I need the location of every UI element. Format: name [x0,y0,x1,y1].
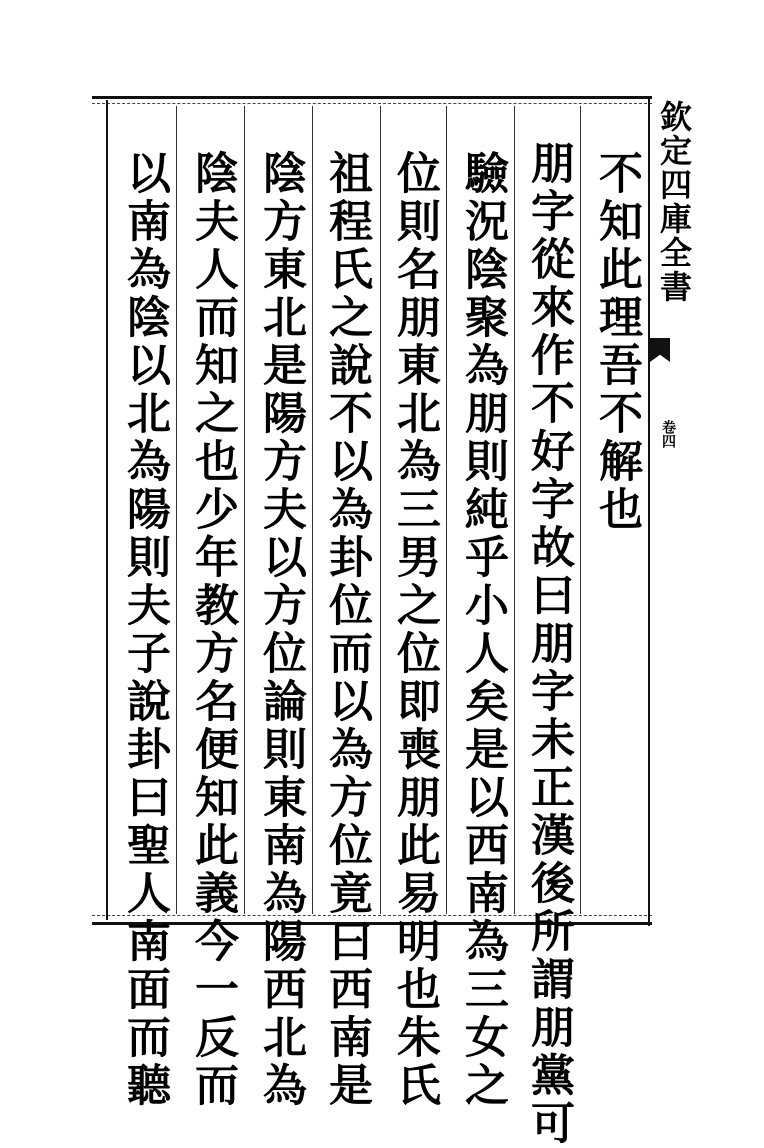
top-border-inner-rule [92,103,652,104]
column-divider [244,106,245,914]
fishtail-mark-icon [650,338,670,362]
text-column-1: 朋字從來作不好字故曰朋字未正漢後所謂朋黨可 [523,140,574,1148]
right-frame-line [648,96,650,926]
margin-book-title: 欽定四庫全書 [655,100,693,304]
left-frame-line [106,100,108,920]
column-divider [580,106,581,914]
top-border-rule [92,96,652,99]
column-divider [514,106,515,914]
text-column-7: 陰夫人而知之也少年教方名便知此義今一反而 [187,150,238,1110]
column-divider [176,106,177,914]
text-column-6: 陰方東北是陽方夫以方位論則東南為陽西北為 [255,150,306,1110]
text-column-3: 驗況陰聚為朋則純乎小人矣是以西南為三女之 [457,150,508,1110]
column-divider [380,106,381,914]
margin-volume-label: 卷四 [660,420,676,448]
text-column-5: 祖程氏之說不以為卦位而以為方位竟曰西南是 [321,150,372,1110]
column-divider [312,106,313,914]
text-column-8: 以南為陰以北為陽則夫子說卦曰聖人南面而聽 [119,150,170,1110]
text-column-4: 位則名朋東北為三男之位即喪朋此易明也朱氏 [389,150,440,1110]
text-column-2: 不知此理吾不解也 [591,150,642,534]
column-divider [446,106,447,914]
